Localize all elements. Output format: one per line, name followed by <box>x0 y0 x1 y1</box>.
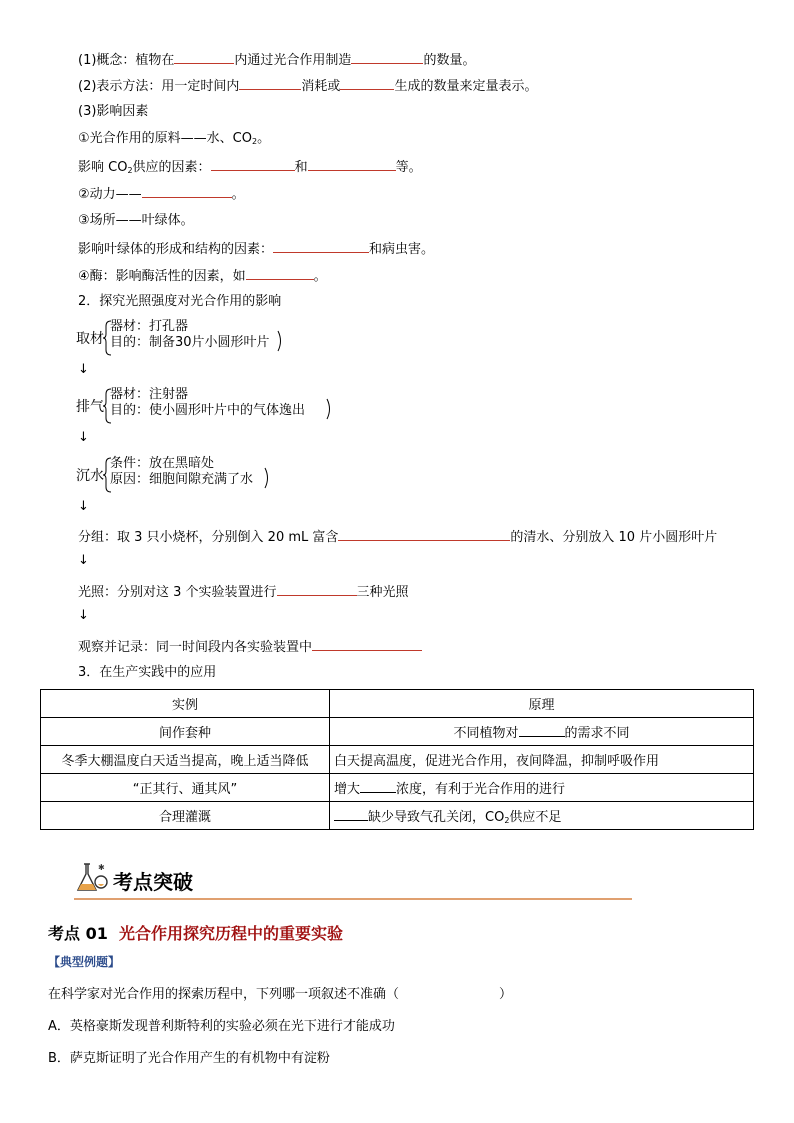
co2-factors-line: 影响 $CO_2$供应的因素： 和 等。 <box>78 157 422 180</box>
blank[interactable] <box>308 157 396 171</box>
example-cell: 冬季大棚温度白天适当提高，晚上适当降低 <box>41 746 330 774</box>
application-table <box>40 689 754 830</box>
step-label-sink: 沉水 <box>76 468 104 484</box>
blank[interactable] <box>277 582 357 596</box>
blank[interactable] <box>211 157 295 171</box>
flow-arrow: ↓ <box>78 430 89 445</box>
grouping-line: 分组：取 3 只小烧杯，分别倒入 20 mL 富含 的清水、分别放入 10 片小圆形叶片 <box>78 527 717 547</box>
header-principle: 原理 <box>330 690 754 718</box>
table-row <box>41 718 754 746</box>
site-line: ③场所——叶绿体。 <box>78 213 194 228</box>
typical-example-label: 【典型例题】 <box>48 955 121 969</box>
section2-title: 2．探究光照强度对光合作用的影响 <box>78 294 282 309</box>
blank[interactable] <box>246 266 314 280</box>
raw-material-line: ①光合作用的原料——水、$CO_2$。 <box>78 131 271 146</box>
table-row <box>41 746 754 774</box>
table-row <box>41 802 754 830</box>
table-header-row <box>41 690 754 718</box>
right-paren-icon <box>264 467 272 489</box>
section-divider <box>74 898 632 900</box>
step-label-degas: 排气 <box>76 399 104 415</box>
principle-cell: 缺少导致气孔关闭，$CO_2$供应不足 <box>330 802 754 830</box>
blank[interactable] <box>340 76 394 90</box>
table-row <box>41 774 754 802</box>
blank[interactable] <box>312 637 422 651</box>
blank[interactable] <box>360 779 396 793</box>
method-line: (2)表示方法：用一定时间内 消耗或 生成的数量来定量表示。 <box>78 76 537 96</box>
blank[interactable] <box>338 527 510 541</box>
example-cell: “正其行、通其风” <box>41 774 330 802</box>
power-line: ②动力—— 。 <box>78 184 245 204</box>
step3-condition: 条件：放在黑暗处 <box>110 456 215 471</box>
step2-purpose: 目的：使小圆形叶片中的气体逸出 <box>110 403 306 418</box>
option-b[interactable]: B．萨克斯证明了光合作用产生的有机物中有淀粉 <box>48 1051 330 1066</box>
flow-arrow: ↓ <box>78 608 89 623</box>
blank[interactable] <box>174 50 234 64</box>
topic-title: 考点 01 光合作用探究历程中的重要实验 <box>48 924 343 943</box>
step2-equipment: 器材：注射器 <box>110 387 189 402</box>
blank[interactable] <box>351 50 423 64</box>
step3-reason: 原因：细胞间隙充满了水 <box>110 472 254 487</box>
observe-line: 观察并记录：同一时间段内各实验装置中 <box>78 637 422 657</box>
blank[interactable] <box>273 239 369 253</box>
blank[interactable] <box>239 76 301 90</box>
right-paren-icon <box>326 398 334 420</box>
example-cell: 合理灌溉 <box>41 802 330 830</box>
factors-heading: (3)影响因素 <box>78 104 149 119</box>
right-paren-icon <box>277 330 285 352</box>
principle-cell: 不同植物对 的需求不同 <box>330 718 754 746</box>
blank[interactable] <box>519 723 565 737</box>
flow-arrow: ↓ <box>78 499 89 514</box>
chloroplast-factors-line: 影响叶绿体的形成和结构的因素： 和病虫害。 <box>78 239 434 259</box>
step-label-sampling: 取材 <box>76 331 104 347</box>
blank[interactable] <box>334 807 368 821</box>
flask-icon <box>74 860 114 896</box>
principle-cell: 增大 浓度，有利于光合作用的进行 <box>330 774 754 802</box>
section3-title: 3．在生产实践中的应用 <box>78 665 217 680</box>
enzyme-line: ④酶：影响酶活性的因素，如 。 <box>78 266 327 286</box>
lighting-line: 光照：分别对这 3 个实验装置进行 三种光照 <box>78 582 409 602</box>
blank[interactable] <box>142 184 232 198</box>
flow-arrow: ↓ <box>78 553 89 568</box>
concept-line: (1)概念：植物在 内通过光合作用制造 的数量。 <box>78 50 475 70</box>
example-cell: 间作套种 <box>41 718 330 746</box>
step1-equipment: 器材：打孔器 <box>110 319 189 334</box>
svg-text:✱: ✱ <box>98 863 105 872</box>
question-stem: 在科学家对光合作用的探索历程中，下列哪一项叙述不准确（ ） <box>48 987 513 1002</box>
option-a[interactable]: A．英格豪斯发现普利斯特利的实验必须在光下进行才能成功 <box>48 1019 395 1034</box>
header-example: 实例 <box>41 690 330 718</box>
principle-cell: 白天提高温度，促进光合作用，夜间降温，抑制呼吸作用 <box>330 746 754 774</box>
flow-arrow: ↓ <box>78 362 89 377</box>
section-banner-title: 考点突破 <box>113 870 193 894</box>
step1-purpose: 目的：制备30片小圆形叶片 <box>110 335 270 350</box>
